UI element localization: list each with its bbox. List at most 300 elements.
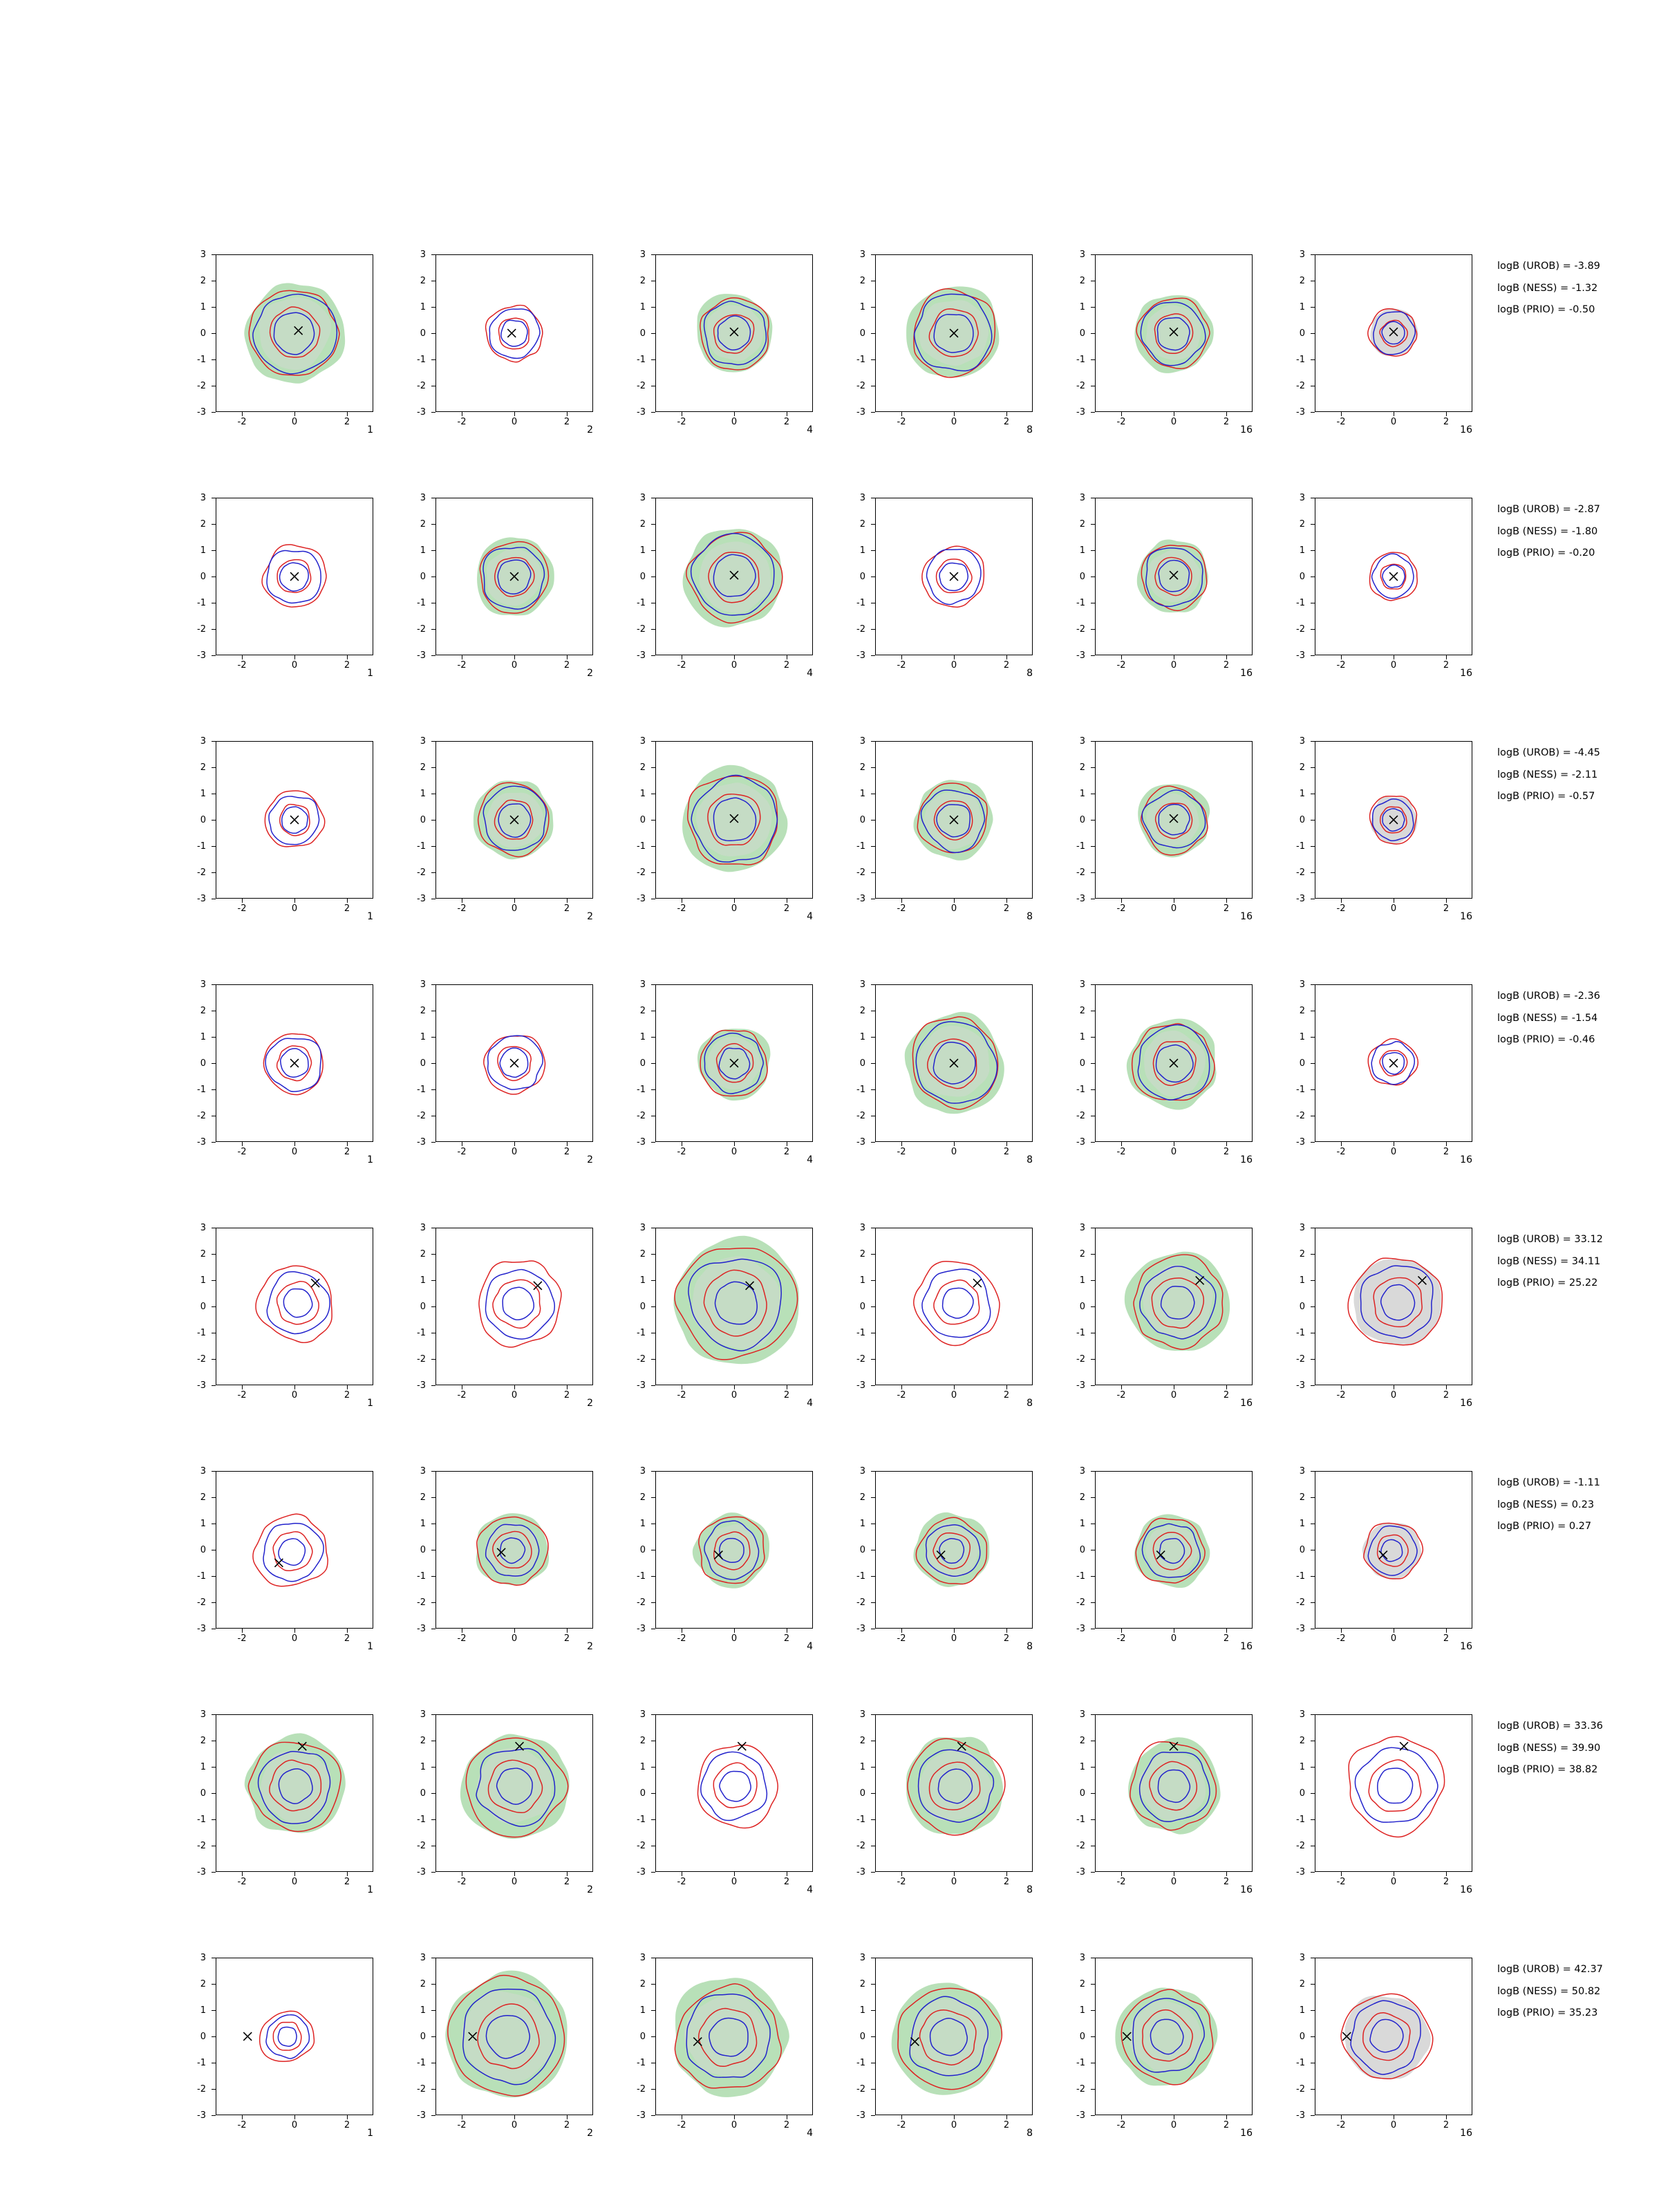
y-tick-label: -1 — [637, 355, 646, 365]
y-tick-label: -2 — [856, 868, 865, 878]
y-tick-label: 2 — [639, 762, 646, 773]
y-tick-label: 3 — [200, 250, 206, 260]
x-tick-label: 0 — [1390, 1147, 1397, 1157]
contour-panel[interactable] — [1286, 492, 1479, 684]
panel-axes — [655, 1471, 813, 1629]
y-tick-label: -1 — [197, 355, 206, 365]
panel-index-label: 4 — [807, 911, 813, 922]
y-tick-label: -2 — [637, 2084, 646, 2094]
logb-annotations — [1497, 991, 1600, 1057]
y-tick-label: 2 — [639, 1736, 646, 1746]
x-tick-label: -2 — [237, 417, 247, 427]
contour-panel[interactable] — [846, 1465, 1040, 1658]
y-tick-label: -1 — [856, 355, 865, 365]
y-tick-label: 3 — [200, 736, 206, 747]
y-tick-label: -1 — [856, 841, 865, 852]
panel-axes — [216, 254, 373, 412]
y-tick-label: 3 — [1079, 1466, 1085, 1477]
y-tick-label: 1 — [420, 789, 426, 799]
y-tick-label: -1 — [417, 1328, 426, 1338]
y-tick-label: 2 — [1079, 1979, 1085, 1989]
x-tick-label: 0 — [1170, 1633, 1177, 1644]
panel-axes — [216, 1958, 373, 2115]
panel-axes — [1315, 1958, 1472, 2115]
y-tick-label: 3 — [420, 250, 426, 260]
contour-panel[interactable] — [626, 1465, 820, 1658]
y-tick-label: 2 — [1299, 1492, 1305, 1503]
y-tick-label: -3 — [1076, 407, 1085, 418]
x-tick-label: 2 — [344, 1633, 350, 1644]
contour-panel[interactable] — [626, 1952, 820, 2144]
y-tick-label: 2 — [420, 519, 426, 529]
x-tick-label: 2 — [783, 417, 790, 427]
y-tick-label: 2 — [639, 1249, 646, 1259]
y-tick-label: 3 — [200, 1466, 206, 1477]
y-tick-label: 0 — [639, 1788, 646, 1799]
panel-axes — [1315, 984, 1472, 1142]
y-tick-label: 0 — [200, 1788, 206, 1799]
y-tick-label: 3 — [859, 1223, 865, 1233]
y-tick-label: 1 — [1299, 1032, 1305, 1042]
y-tick-label: 2 — [1079, 1006, 1085, 1016]
panel-axes — [875, 254, 1033, 412]
x-tick-label: -2 — [677, 1633, 686, 1644]
contour-panel[interactable] — [1286, 1222, 1479, 1414]
contour-panel[interactable] — [187, 735, 380, 928]
contour-panel[interactable] — [187, 1222, 380, 1414]
y-tick-label: 3 — [200, 1709, 206, 1720]
contour-panel[interactable] — [1286, 979, 1479, 1171]
panel-index-label: 16 — [1460, 424, 1472, 435]
contour-panel[interactable] — [406, 492, 600, 684]
x-tick-label: 2 — [1223, 660, 1230, 671]
y-tick-label: 3 — [420, 1223, 426, 1233]
x-tick-label: 2 — [1443, 2120, 1450, 2130]
y-tick-label: 0 — [859, 815, 865, 825]
panel-index-label: 4 — [807, 424, 813, 435]
contour-panel[interactable] — [846, 735, 1040, 928]
panel-axes — [1095, 1714, 1253, 1872]
x-tick-label: -2 — [457, 2120, 467, 2130]
y-tick-label: 2 — [859, 1006, 865, 1016]
x-tick-label: 0 — [511, 1633, 518, 1644]
y-tick-label: -3 — [637, 407, 646, 418]
panel-index-label: 16 — [1460, 1641, 1472, 1652]
logb-prio: logB (PRIO) = 0.27 — [1497, 1521, 1592, 1532]
x-tick-label: 0 — [511, 660, 518, 671]
y-tick-label: 0 — [1079, 1545, 1085, 1555]
x-tick-label: 2 — [1443, 1147, 1450, 1157]
y-tick-label: 0 — [200, 572, 206, 582]
x-tick-label: -2 — [237, 1877, 247, 1887]
x-tick-label: -2 — [457, 1390, 467, 1400]
y-tick-label: -1 — [1296, 1085, 1305, 1095]
y-tick-label: -2 — [417, 624, 426, 635]
y-tick-label: -1 — [1076, 355, 1085, 365]
y-tick-label: -3 — [1076, 1624, 1085, 1634]
x-tick-label: 0 — [731, 1390, 738, 1400]
contour-panel[interactable] — [1286, 1952, 1479, 2144]
y-tick-label: -3 — [417, 1137, 426, 1147]
y-tick-label: 3 — [1299, 980, 1305, 990]
panel-axes — [216, 984, 373, 1142]
marker-x — [290, 816, 299, 824]
marker-x — [1389, 1059, 1398, 1067]
panel-row — [187, 492, 1638, 734]
y-tick-label: -1 — [197, 2058, 206, 2068]
x-tick-label: 0 — [511, 2120, 518, 2130]
x-tick-label: 0 — [950, 1390, 957, 1400]
contour-panel[interactable] — [1066, 735, 1259, 928]
x-tick-label: -2 — [677, 1147, 686, 1157]
panel-index-label: 4 — [807, 1641, 813, 1652]
x-tick-label: 2 — [344, 1877, 350, 1887]
y-tick-label: 1 — [859, 1032, 865, 1042]
x-tick-label: 2 — [344, 660, 350, 671]
contour-panel[interactable] — [406, 1465, 600, 1658]
panel-row — [187, 979, 1638, 1221]
y-tick-label: 3 — [1299, 1223, 1305, 1233]
y-tick-label: -1 — [637, 841, 646, 852]
y-tick-label: -3 — [637, 650, 646, 661]
x-tick-label: 2 — [344, 903, 350, 914]
y-tick-label: 2 — [200, 519, 206, 529]
x-tick-label: 2 — [1443, 417, 1450, 427]
y-tick-label: 3 — [1079, 1953, 1085, 1963]
panel-axes — [875, 741, 1033, 899]
contour-panel[interactable] — [626, 492, 820, 684]
panel-axes — [875, 1714, 1033, 1872]
y-tick-label: 1 — [420, 1762, 426, 1772]
panel-index-label: 8 — [1027, 2128, 1033, 2139]
y-tick-label: 0 — [639, 1302, 646, 1312]
x-tick-label: 2 — [1443, 1877, 1450, 1887]
x-tick-label: -2 — [457, 660, 467, 671]
contour-panel[interactable] — [846, 249, 1040, 441]
x-tick-label: 0 — [291, 1390, 298, 1400]
marker-x — [290, 572, 299, 581]
contour-panel[interactable] — [187, 1952, 380, 2144]
x-tick-label: 0 — [1170, 903, 1177, 914]
y-tick-label: 0 — [1299, 815, 1305, 825]
y-tick-label: 0 — [420, 1788, 426, 1799]
y-tick-label: 2 — [1299, 1006, 1305, 1016]
panel-axes — [875, 498, 1033, 655]
y-tick-label: 1 — [1079, 1519, 1085, 1529]
y-tick-label: -2 — [856, 1597, 865, 1608]
y-tick-label: 2 — [200, 762, 206, 773]
y-tick-label: -1 — [637, 598, 646, 608]
y-tick-label: 1 — [859, 789, 865, 799]
y-tick-label: 1 — [1299, 1275, 1305, 1286]
y-tick-label: -3 — [1296, 1137, 1305, 1147]
y-tick-label: -2 — [417, 1354, 426, 1365]
y-tick-label: 1 — [1299, 789, 1305, 799]
y-tick-label: -3 — [1076, 1867, 1085, 1877]
x-tick-label: 0 — [1390, 1633, 1397, 1644]
y-tick-label: 2 — [639, 1492, 646, 1503]
contour-panel[interactable] — [187, 1709, 380, 1901]
panel-axes — [1315, 1228, 1472, 1385]
y-tick-label: 3 — [1299, 736, 1305, 747]
contour-panel[interactable] — [1066, 492, 1259, 684]
y-tick-label: 0 — [1079, 572, 1085, 582]
y-tick-label: -3 — [856, 1380, 865, 1391]
y-tick-label: 0 — [639, 1058, 646, 1069]
y-tick-label: 2 — [859, 1249, 865, 1259]
y-tick-label: 2 — [1299, 1249, 1305, 1259]
y-tick-label: -1 — [856, 1815, 865, 1825]
y-tick-label: 0 — [1079, 2032, 1085, 2042]
y-tick-label: 3 — [1299, 493, 1305, 503]
contour-panel[interactable] — [1286, 1465, 1479, 1658]
y-tick-label: 1 — [859, 1275, 865, 1286]
x-tick-label: 2 — [344, 1390, 350, 1400]
y-tick-label: 1 — [200, 2005, 206, 2016]
y-tick-label: 1 — [200, 1519, 206, 1529]
y-tick-label: -3 — [856, 1624, 865, 1634]
panel-axes — [655, 984, 813, 1142]
x-tick-label: -2 — [897, 903, 906, 914]
contour-panel[interactable] — [406, 1709, 600, 1901]
panel-axes — [216, 1228, 373, 1385]
x-tick-label: 2 — [1443, 1390, 1450, 1400]
x-tick-label: -2 — [677, 1877, 686, 1887]
y-tick-label: -2 — [1296, 1111, 1305, 1121]
x-tick-label: -2 — [237, 2120, 247, 2130]
y-tick-label: 2 — [1079, 762, 1085, 773]
y-tick-label: -2 — [417, 868, 426, 878]
x-tick-label: 0 — [731, 1147, 738, 1157]
marker-x — [507, 329, 516, 337]
y-tick-label: 1 — [639, 789, 646, 799]
panel-axes — [1315, 498, 1472, 655]
panel-axes — [435, 741, 593, 899]
contour-panel[interactable] — [846, 1952, 1040, 2144]
y-tick-label: 0 — [200, 2032, 206, 2042]
y-tick-label: 0 — [200, 1058, 206, 1069]
y-tick-label: 1 — [420, 1519, 426, 1529]
y-tick-label: 1 — [420, 1275, 426, 1286]
logb-ness: logB (NESS) = 50.82 — [1497, 1985, 1601, 1997]
y-tick-label: 0 — [859, 1058, 865, 1069]
panel-index-label: 16 — [1460, 1154, 1472, 1165]
y-tick-label: -1 — [637, 2058, 646, 2068]
contour-panel[interactable] — [1066, 1952, 1259, 2144]
logb-urob: logB (UROB) = -2.87 — [1497, 504, 1600, 515]
contour-panel[interactable] — [1066, 249, 1259, 441]
logb-urob: logB (UROB) = -4.45 — [1497, 747, 1600, 758]
panel-index-label: 16 — [1460, 1884, 1472, 1895]
y-tick-label: 3 — [1079, 736, 1085, 747]
panel-axes — [875, 1228, 1033, 1385]
panel-index-label: 2 — [587, 1398, 593, 1409]
contour-panel[interactable] — [187, 979, 380, 1171]
y-tick-label: 3 — [639, 980, 646, 990]
x-tick-label: 2 — [1223, 1877, 1230, 1887]
y-tick-label: 1 — [1299, 1762, 1305, 1772]
x-tick-label: 0 — [950, 1633, 957, 1644]
panel-index-label: 1 — [367, 1398, 373, 1409]
contour-panel[interactable] — [406, 1952, 600, 2144]
y-tick-label: 1 — [420, 545, 426, 556]
y-tick-label: 2 — [639, 519, 646, 529]
y-tick-label: 0 — [420, 2032, 426, 2042]
logb-annotations — [1497, 505, 1600, 570]
contour-panel[interactable] — [846, 1709, 1040, 1901]
x-tick-label: -2 — [897, 1147, 906, 1157]
contour-panel[interactable] — [626, 1222, 820, 1414]
contour-panel[interactable] — [1286, 1709, 1479, 1901]
x-tick-label: 2 — [1003, 1147, 1010, 1157]
logb-ness: logB (NESS) = 39.90 — [1497, 1742, 1601, 1754]
y-tick-label: -2 — [637, 1354, 646, 1365]
contour-panel[interactable] — [626, 249, 820, 441]
y-tick-label: 1 — [639, 2005, 646, 2016]
x-tick-label: 2 — [344, 417, 350, 427]
contour-panel[interactable] — [406, 249, 600, 441]
y-tick-label: 0 — [639, 572, 646, 582]
contour-panel[interactable] — [626, 1709, 820, 1901]
contour-panel[interactable] — [406, 979, 600, 1171]
y-tick-label: 1 — [200, 545, 206, 556]
x-tick-label: -2 — [457, 417, 467, 427]
panel-axes — [875, 1471, 1033, 1629]
logb-annotations — [1497, 748, 1600, 814]
contour-panel[interactable] — [846, 979, 1040, 1171]
y-tick-label: 3 — [639, 1709, 646, 1720]
contour-panel[interactable] — [187, 1465, 380, 1658]
panel-axes — [875, 984, 1033, 1142]
y-tick-label: -1 — [1076, 841, 1085, 852]
y-tick-label: -3 — [417, 2110, 426, 2121]
y-tick-label: 0 — [420, 1058, 426, 1069]
y-tick-label: -3 — [417, 1380, 426, 1391]
contour-panel[interactable] — [187, 492, 380, 684]
contour-panel[interactable] — [1066, 1709, 1259, 1901]
x-tick-label: -2 — [897, 1633, 906, 1644]
y-tick-label: 1 — [1079, 1275, 1085, 1286]
y-tick-label: 2 — [859, 276, 865, 286]
contour-panel[interactable] — [406, 735, 600, 928]
contour-panel[interactable] — [1286, 249, 1479, 441]
x-tick-label: -2 — [1116, 903, 1126, 914]
contour-panel[interactable] — [626, 735, 820, 928]
y-tick-label: 3 — [859, 1709, 865, 1720]
contour-panel[interactable] — [406, 1222, 600, 1414]
y-tick-label: -2 — [1296, 624, 1305, 635]
y-tick-label: 1 — [1079, 545, 1085, 556]
y-tick-label: 3 — [420, 980, 426, 990]
contour-panel[interactable] — [1286, 735, 1479, 928]
y-tick-label: -3 — [1296, 407, 1305, 418]
logb-annotations — [1497, 1721, 1603, 1787]
y-tick-label: -3 — [856, 2110, 865, 2121]
y-tick-label: 2 — [420, 762, 426, 773]
y-tick-label: -3 — [1296, 1867, 1305, 1877]
y-tick-label: 2 — [200, 276, 206, 286]
panel-axes — [435, 1958, 593, 2115]
contour-panel[interactable] — [1066, 1465, 1259, 1658]
x-tick-label: 0 — [731, 1877, 738, 1887]
logb-annotations — [1497, 261, 1600, 327]
y-tick-label: 3 — [639, 250, 646, 260]
x-tick-label: -2 — [677, 660, 686, 671]
x-tick-label: 0 — [291, 1633, 298, 1644]
x-tick-label: -2 — [897, 417, 906, 427]
y-tick-label: -1 — [197, 841, 206, 852]
panel-index-label: 1 — [367, 2128, 373, 2139]
y-tick-label: 0 — [1079, 1058, 1085, 1069]
panel-axes — [1095, 254, 1253, 412]
logb-prio: logB (PRIO) = -0.20 — [1497, 547, 1595, 559]
y-tick-label: 0 — [1299, 1302, 1305, 1312]
x-tick-label: 0 — [1390, 903, 1397, 914]
x-tick-label: 0 — [1390, 2120, 1397, 2130]
x-tick-label: -2 — [897, 1877, 906, 1887]
x-tick-label: 0 — [1170, 2120, 1177, 2130]
y-tick-label: -1 — [1076, 1085, 1085, 1095]
panel-row — [187, 1222, 1638, 1464]
contour-panel[interactable] — [846, 1222, 1040, 1414]
x-tick-label: 2 — [783, 1877, 790, 1887]
contour-panel[interactable] — [626, 979, 820, 1171]
y-tick-label: -3 — [1296, 650, 1305, 661]
y-tick-label: 0 — [639, 328, 646, 339]
panel-index-label: 16 — [1240, 1398, 1253, 1409]
panel-index-label: 16 — [1240, 1884, 1253, 1895]
contour-panel[interactable] — [846, 492, 1040, 684]
x-tick-label: -2 — [1116, 1633, 1126, 1644]
panel-index-label: 2 — [587, 2128, 593, 2139]
x-tick-label: 2 — [563, 1633, 570, 1644]
y-tick-label: 0 — [1079, 815, 1085, 825]
x-tick-label: 0 — [1390, 660, 1397, 671]
x-tick-label: 0 — [1390, 1877, 1397, 1887]
y-tick-label: -3 — [1296, 1624, 1305, 1634]
panel-index-label: 8 — [1027, 1154, 1033, 1165]
x-tick-label: 2 — [1003, 417, 1010, 427]
x-tick-label: -2 — [1336, 1877, 1346, 1887]
y-tick-label: 2 — [859, 1492, 865, 1503]
x-tick-label: -2 — [1116, 1390, 1126, 1400]
y-tick-label: -2 — [1076, 1841, 1085, 1851]
x-tick-label: 2 — [783, 903, 790, 914]
y-tick-label: 2 — [420, 1492, 426, 1503]
y-tick-label: 2 — [1299, 1736, 1305, 1746]
y-tick-label: -2 — [1076, 624, 1085, 635]
y-tick-label: 0 — [1299, 2032, 1305, 2042]
panel-axes — [1095, 984, 1253, 1142]
y-tick-label: 2 — [420, 276, 426, 286]
y-tick-label: 0 — [1299, 1058, 1305, 1069]
panel-row — [187, 735, 1638, 977]
y-tick-label: -1 — [1296, 1328, 1305, 1338]
x-tick-label: 0 — [291, 2120, 298, 2130]
y-tick-label: 1 — [859, 1762, 865, 1772]
y-tick-label: -3 — [197, 1624, 206, 1634]
contour-panel[interactable] — [1066, 1222, 1259, 1414]
y-tick-label: -2 — [197, 624, 206, 635]
y-tick-label: -1 — [417, 2058, 426, 2068]
panel-index-label: 16 — [1240, 2128, 1253, 2139]
logb-ness: logB (NESS) = 34.11 — [1497, 1255, 1601, 1267]
y-tick-label: -2 — [197, 1597, 206, 1608]
contour-panel[interactable] — [1066, 979, 1259, 1171]
panel-axes — [435, 984, 593, 1142]
panel-index-label: 8 — [1027, 424, 1033, 435]
contour-panel[interactable] — [187, 249, 380, 441]
